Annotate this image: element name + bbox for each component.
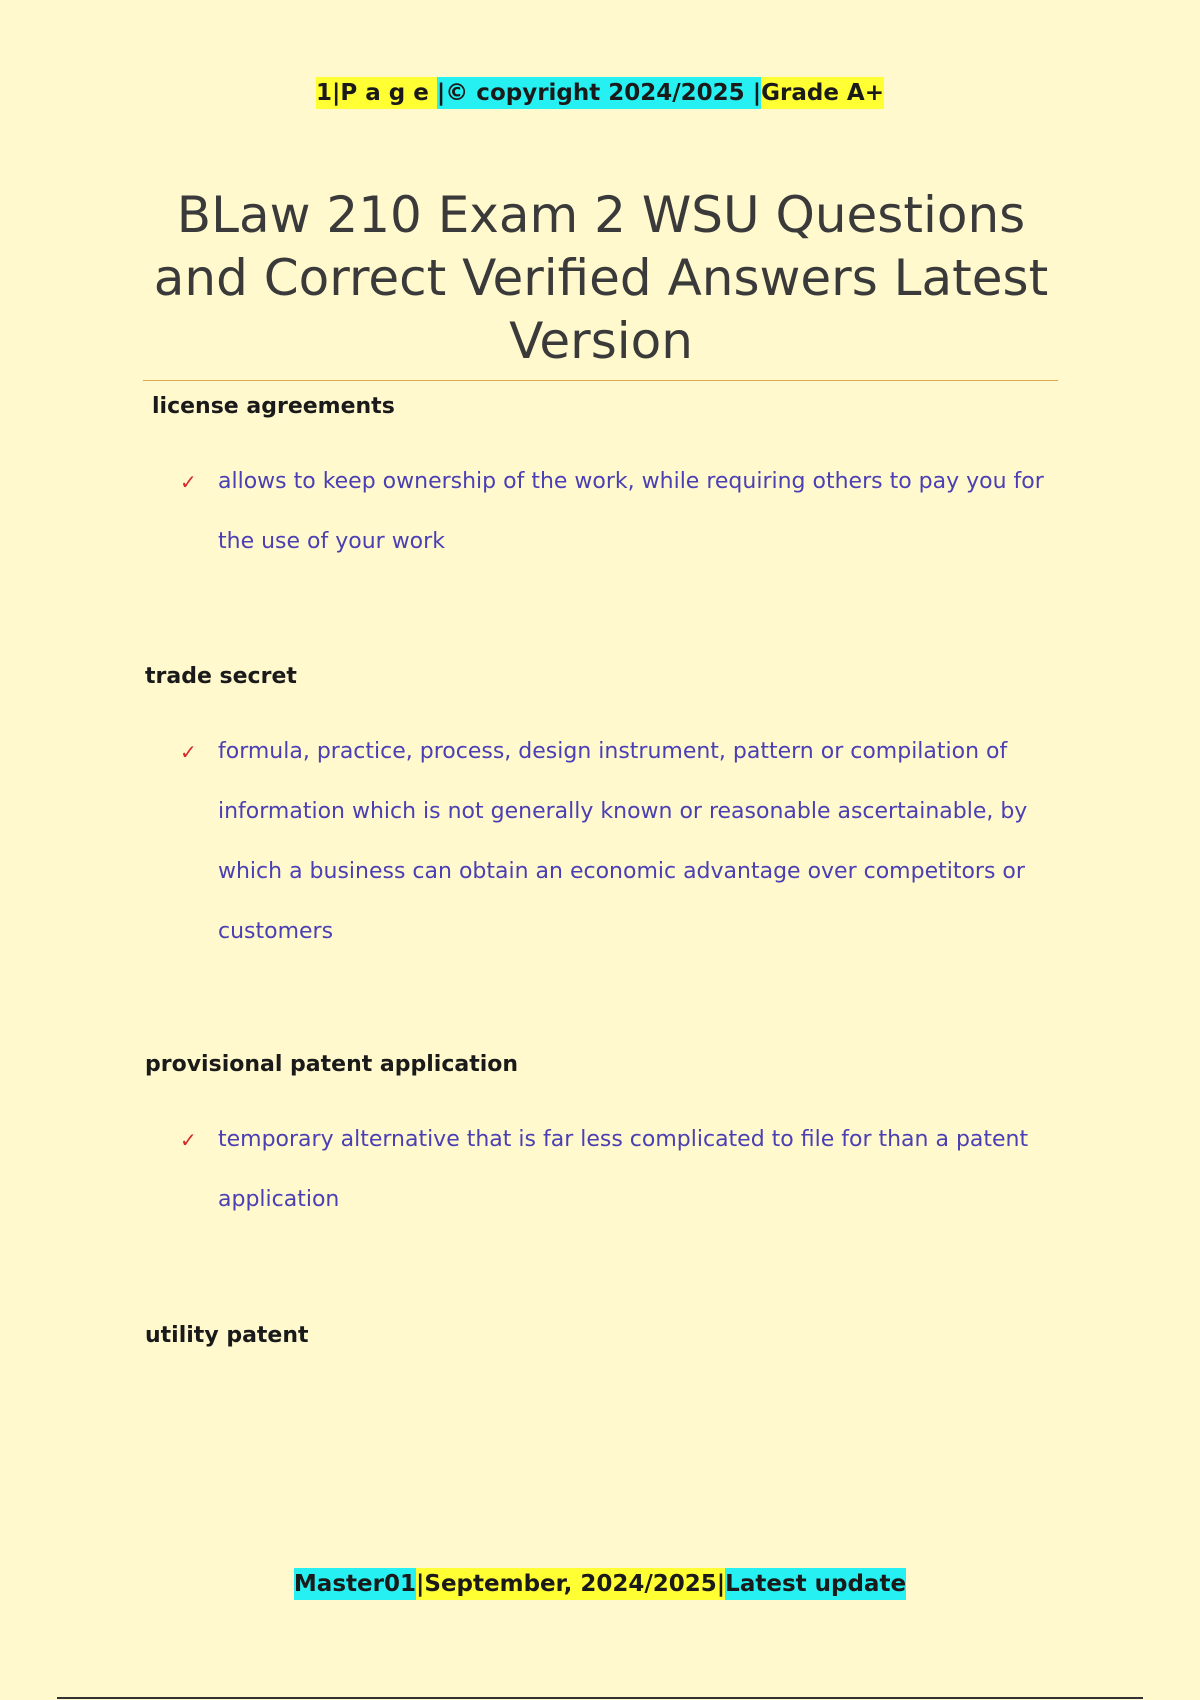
term-heading: utility patent <box>145 1323 309 1348</box>
checkmark-icon: ✓ <box>180 740 197 764</box>
checkmark-icon: ✓ <box>180 470 197 494</box>
answer-text: allows to keep ownership of the work, while requiring others to pay you for the use of your work <box>218 469 1044 554</box>
copyright-label: |© copyright 2024/2025 | <box>437 77 761 109</box>
page-bottom-divider <box>57 1697 1143 1699</box>
update-label: Latest update <box>725 1568 906 1600</box>
term-heading: provisional patent application <box>145 1052 519 1077</box>
answer-text: formula, practice, process, design instrument, pattern or compilation of information which is not generally known or reasonable ascertainable, by which a business can obtain an economic advantage over competitors or customers <box>218 739 1028 944</box>
answer-list <box>180 1110 1060 1230</box>
author-label: Master01 <box>294 1568 416 1600</box>
title-divider <box>143 380 1058 381</box>
term-heading: trade secret <box>145 664 297 689</box>
answer-list <box>180 722 1060 962</box>
answer-item <box>180 722 1060 962</box>
page-footer <box>0 1567 1200 1601</box>
answer-text: temporary alternative that is far less complicated to file for than a patent application <box>218 1127 1029 1212</box>
page-header <box>0 76 1200 110</box>
checkmark-icon: ✓ <box>180 1128 197 1152</box>
term-heading: license agreements <box>152 394 395 419</box>
answer-item <box>180 452 1060 572</box>
grade-label: Grade A+ <box>761 77 884 109</box>
answer-list <box>180 452 1060 572</box>
date-label: |September, 2024/2025| <box>416 1568 725 1600</box>
page-number-label: 1|P a g e <box>316 77 437 109</box>
answer-item <box>180 1110 1060 1230</box>
document-title: BLaw 210 Exam 2 WSU Questions and Correct Verified Answers Latest Version <box>153 186 1049 370</box>
